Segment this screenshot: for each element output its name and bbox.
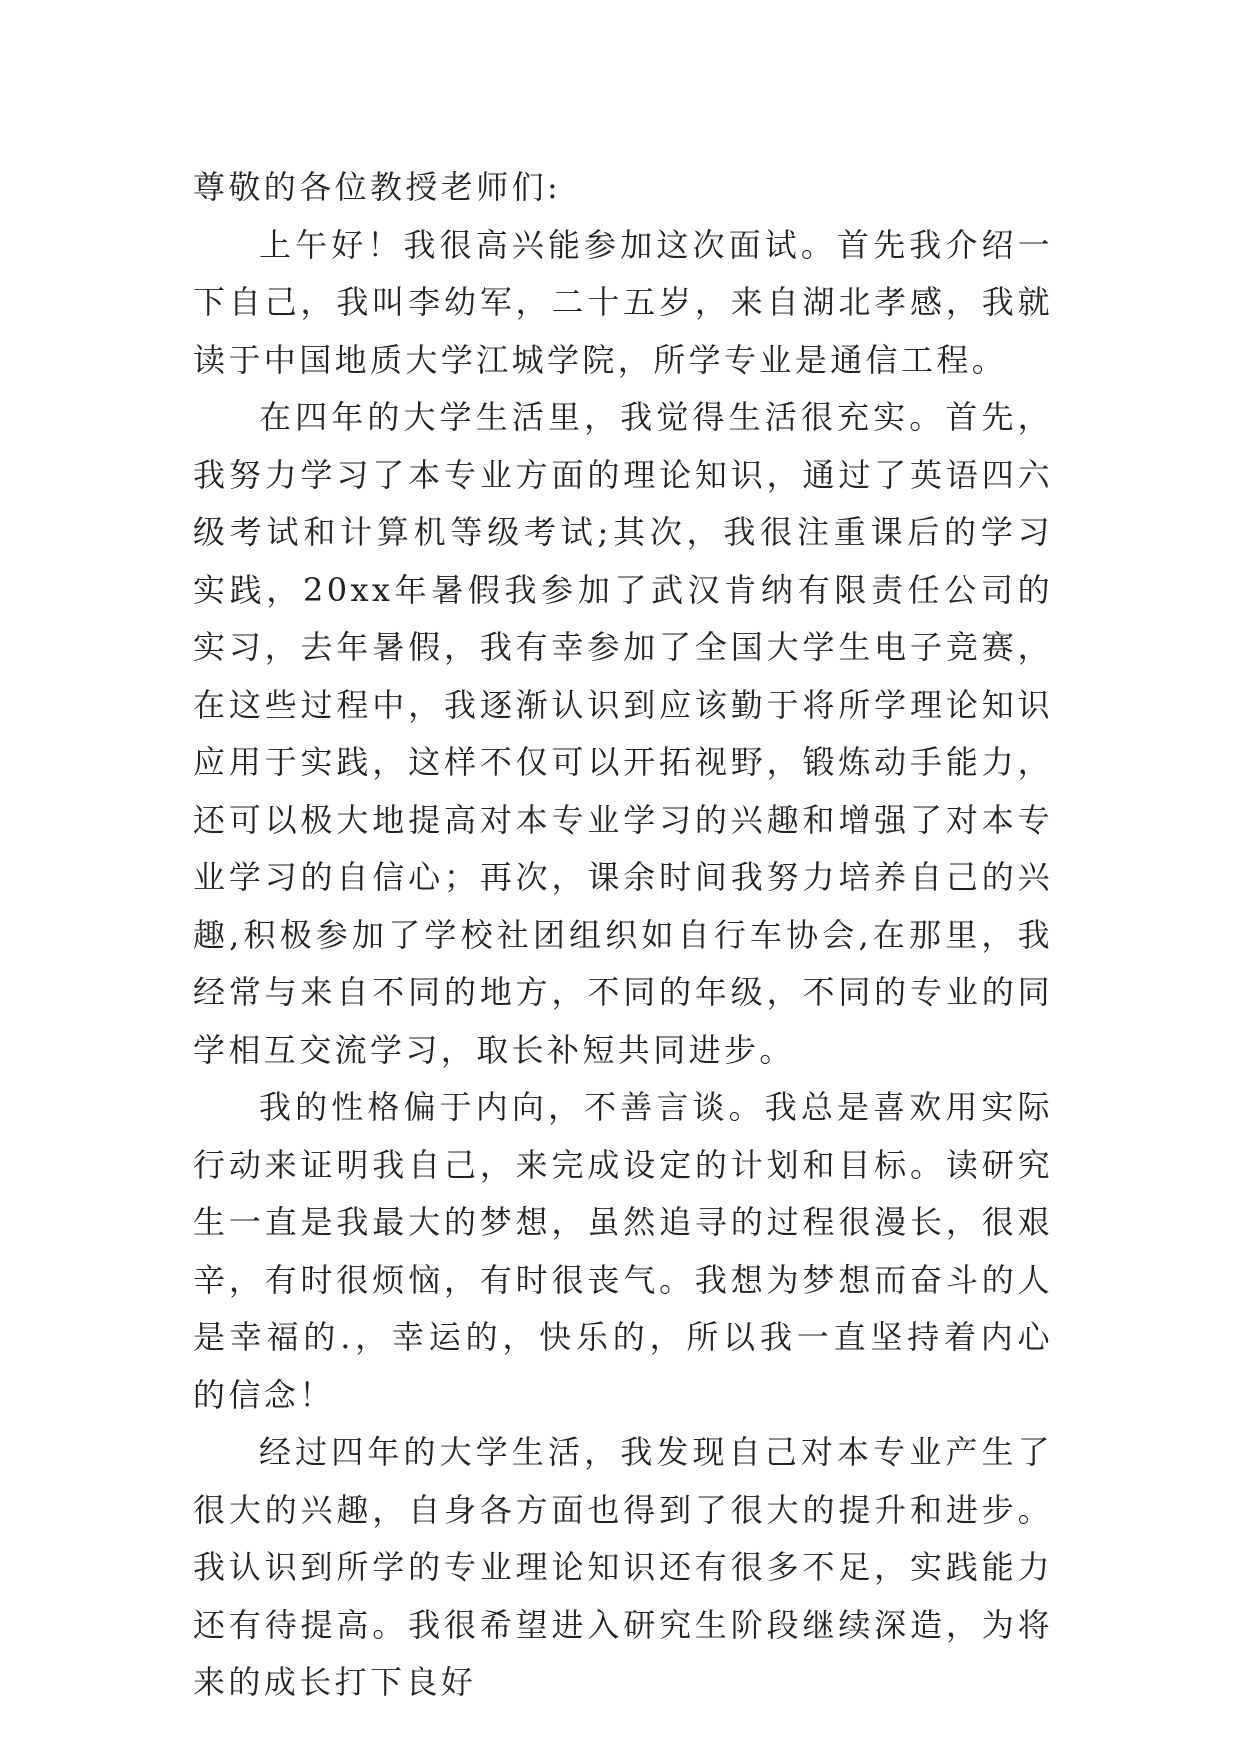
speech-text xyxy=(193,159,1053,1712)
salutation: 尊敬的各位教授老师们: xyxy=(193,168,562,206)
paragraph-personality: 我的性格偏于内向，不善言谈。我总是喜欢用实际行动来证明我自己，来完成设定的计划和目标。读研究生一直是我最大的梦想，虽然追寻的过程很漫长，很艰辛，有时很烦恼，有时很丧气。我想为梦想而奋斗的人是幸福的.，幸运的，快乐的，所以我一直坚持着内心的信念！ xyxy=(193,1088,1053,1414)
paragraph-aspiration: 经过四年的大学生活，我发现自己对本专业产生了很大的兴趣，自身各方面也得到了很大的提升和进步。我认识到所学的专业理论知识还有很多不足，实践能力还有待提高。我很希望进入研究生阶段继续深造，为将来的成长打下良好 xyxy=(193,1433,1053,1701)
paragraph-introduction: 上午好！我很高兴能参加这次面试。首先我介绍一下自己，我叫李幼军，二十五岁，来自湖北孝感，我就读于中国地质大学江城学院，所学专业是通信工程。 xyxy=(193,225,1053,379)
paragraph-university-life: 在四年的大学生活里，我觉得生活很充实。首先，我努力学习了本专业方面的理论知识，通过了英语四六级考试和计算机等级考试;其次，我很注重课后的学习实践，20xx年暑假我参加了武汉肯纳有限责任公司的实习，去年暑假，我有幸参加了全国大学生电子竞赛，在这些过程中，我逐渐认识到应该勤于将所学理论知识应用于实践，这样不仅可以开拓视野，锻炼动手能力，还可以极大地提高对本专业学习的兴趣和增强了对本专业学习的自信心；再次，课余时间我努力培养自己的兴趣,积极参加了学校社团组织如自行车协会,在那里，我经常与来自不同的地方，不同的年级，不同的专业的同学相互交流学习，取长补短共同进步。 xyxy=(193,398,1053,1069)
